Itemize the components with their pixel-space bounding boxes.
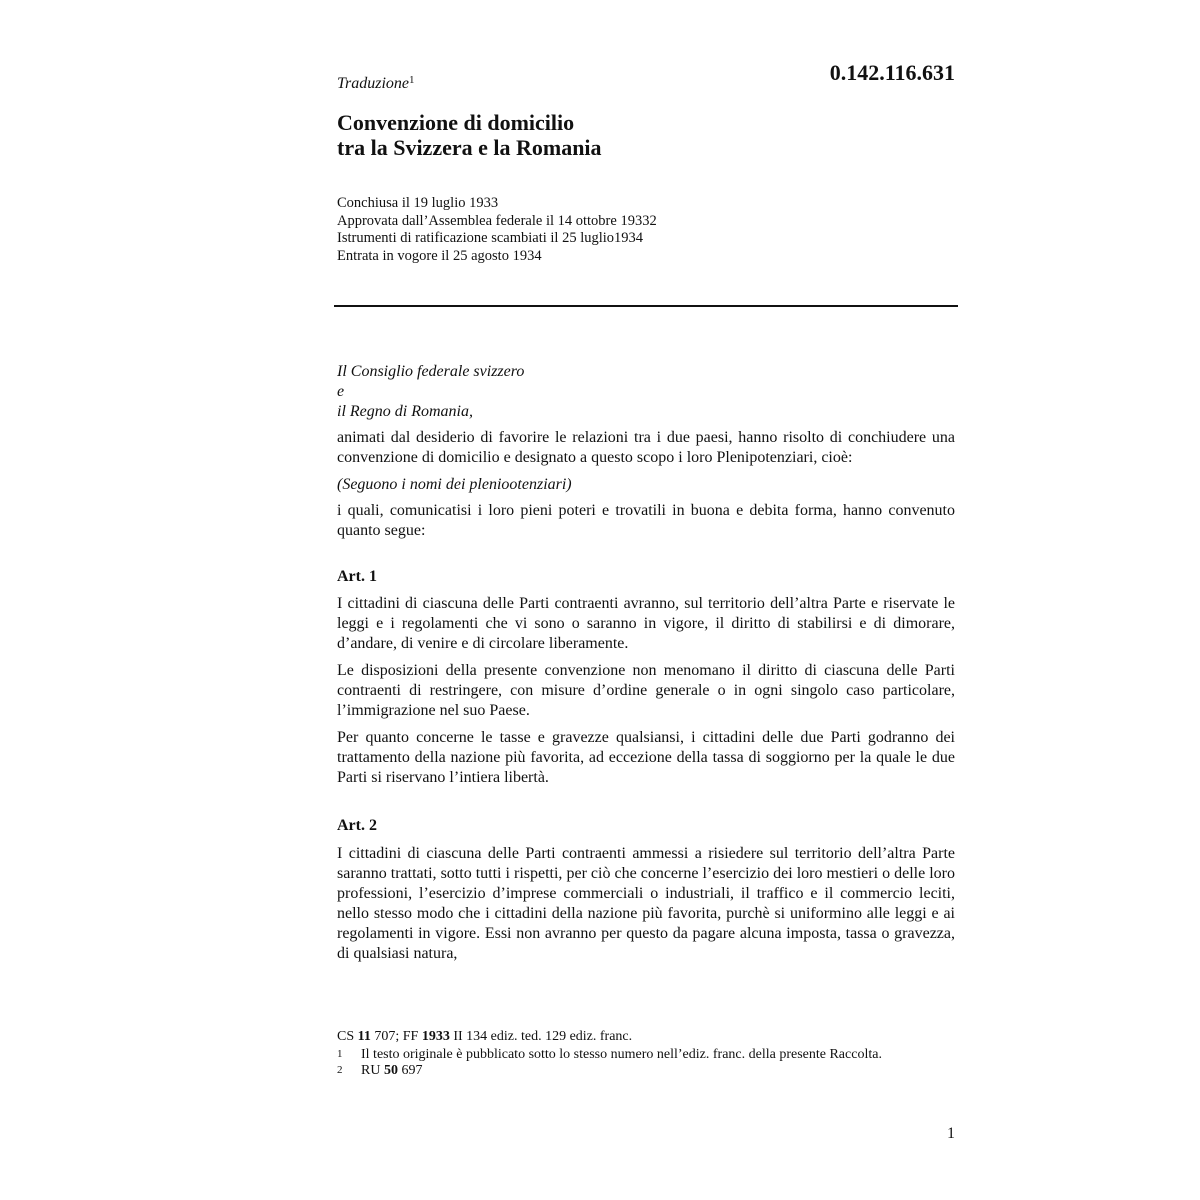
document-title (337, 110, 602, 160)
meta-approved: Approvata dall’Assemblea federale il 14 ottobre 19332 (337, 212, 657, 229)
footnote-2-page: 697 (397, 1063, 423, 1078)
source-cs-volume: 11 (357, 1029, 371, 1044)
article-2-heading: Art. 2 (337, 817, 377, 834)
article-1-heading: Art. 1 (337, 568, 377, 585)
source-ff-rest: II 134 ediz. ted. 129 ediz. franc. (449, 1029, 633, 1044)
preamble-party-1: Il Consiglio federale svizzero (337, 363, 525, 380)
footnote-1-mark: 1 (337, 1048, 343, 1060)
page-number: 1 (947, 1125, 955, 1142)
article-1-paragraph-3: Per quanto concerne le tasse e gravezze qualsiansi, i cittadini delle due Parti godranno dei trattamento della nazione più favorita, ad eccezione della tassa di soggiorno per la quale le due Parti si riservano l’intiera libertà. (337, 729, 955, 786)
translation-label (337, 74, 415, 93)
footnotes (337, 1029, 955, 1079)
source-cs-label: CS (337, 1029, 358, 1044)
article-2-paragraph-1: I cittadini di ciascuna delle Parti contraenti ammessi a risiedere sul territorio dell’altra Parte saranno trattati, sotto tutti i rispetti, per ciò che concerne l’esercizio dei loro mestieri o delle loro professioni, l’esercizio d’imprese commerciali o industriali, il traffico e il commercio leciti, nello stesso modo che i cittadini della nazione più favorita, purchè si uniformino alle leggi e ai regolamenti in vigore. Essi non avranno per questo da pagare alcuna imposta, tassa o gravezza, di qualsiasi natura, (337, 845, 955, 962)
footnote-1-text: Il testo originale è pubblicato sotto lo stesso numero nell’ediz. franc. della presente Raccolta. (361, 1047, 882, 1062)
footnote-2-volume: 50 (383, 1063, 398, 1078)
title-line-1: Convenzione di domicilio (337, 110, 575, 135)
source-ff-year: 1933 (421, 1029, 450, 1044)
preamble-closing: i quali, comunicatisi i loro pieni poteri e trovatili in buona e debita forma, hanno convenuto quanto segue: (337, 502, 955, 539)
document-body (337, 362, 955, 964)
footnote-2-mark: 2 (337, 1064, 343, 1076)
meta-ratification: Istrumenti di ratificazione scambiati il 25 luglio1934 (337, 230, 644, 246)
preamble-party-2: il Regno di Romania, (337, 403, 473, 420)
meta-entry-into-force: Entrata in vogore il 25 agosto 1934 (337, 247, 542, 264)
sr-number: 0.142.116.631 (829, 60, 955, 85)
source-cs-page: 707; FF (370, 1029, 422, 1044)
plenipotentiaries-note: (Seguono i nomi dei pleniootenziari) (337, 476, 572, 493)
translation-text: Traduzione (337, 75, 410, 92)
footnote-2-prefix: RU (361, 1063, 384, 1078)
article-1-paragraph-1: I cittadini di ciascuna delle Parti contraenti avranno, sul territorio dell’altra Parte e riservate le leggi e i regolamenti che vi sono o saranno in vigore, il diritto di stabilirsi e di dimorare, d’andare, di venire e di circolare liberamente. (337, 595, 955, 652)
preamble-conjunction: e (337, 383, 345, 400)
footnote-2-text (361, 1063, 955, 1079)
source-reference (337, 1029, 955, 1045)
document-metadata (337, 195, 657, 265)
footnote-1 (337, 1047, 955, 1063)
preamble-paragraph: animati dal desiderio di favorire le relazioni tra i due paesi, hanno risolto di conchiudere una convenzione di domicilio e designato a questo scopo i loro Plenipotenziari, cioè: (337, 429, 955, 466)
meta-concluded: Conchiusa il 19 luglio 1933 (337, 195, 499, 211)
header-divider (334, 305, 958, 307)
title-line-2: tra la Svizzera e la Romania (337, 135, 602, 160)
footnote-2 (337, 1063, 955, 1079)
footnote-ref-1[interactable]: 1 (409, 74, 415, 86)
article-1-paragraph-2: Le disposizioni della presente convenzione non menomano il diritto di ciascuna delle Parti contraenti di restringere, con misure d’ordine generale o in ogni singolo caso particolare, l’immigrazione nel suo Paese. (337, 662, 955, 719)
